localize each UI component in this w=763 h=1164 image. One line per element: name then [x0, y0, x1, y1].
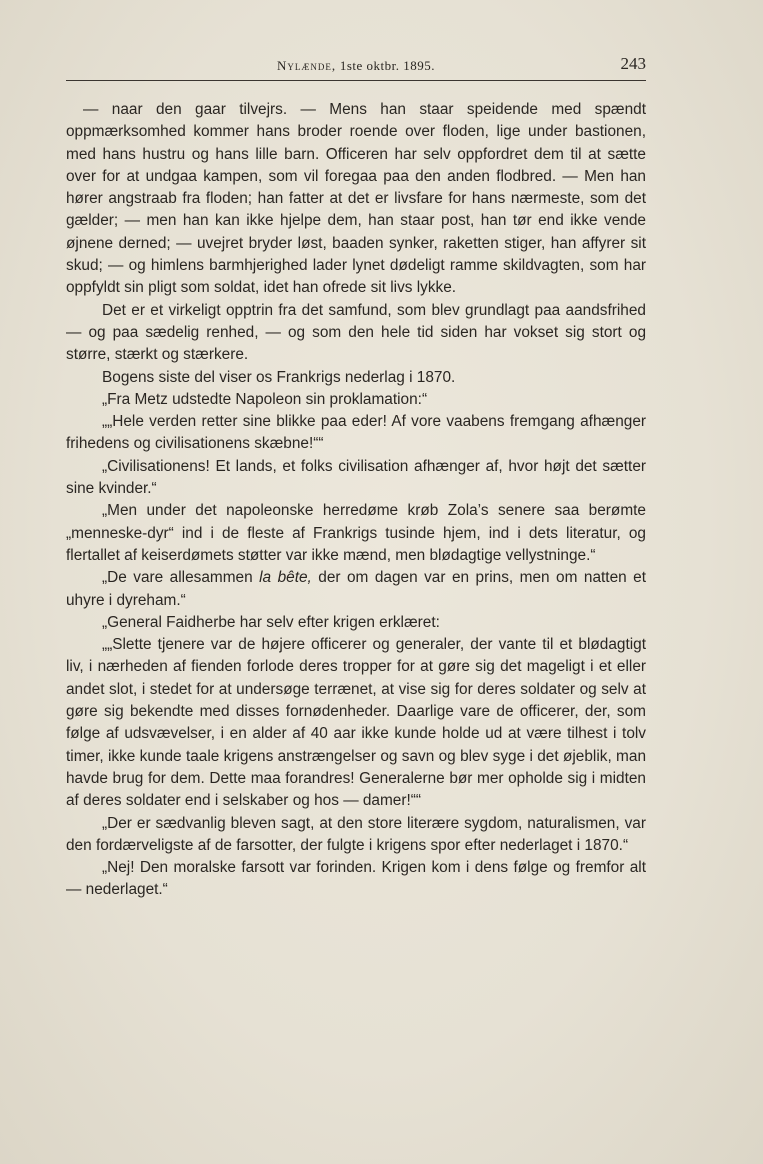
paragraph: „„Hele verden retter sine blikke paa eder! Af vore vaabens fremgang afhænger frihedens og civilisationens skæbne!““	[66, 413, 646, 453]
paragraph: Det er et virkeligt opptrin fra det samfund, som blev grundlagt paa aandsfrihed — og paa sædelig renhed, — og som den hele tid siden har vokset sig stort og større, stærkt og stærkere.	[66, 301, 646, 364]
paragraph-end: der om dagen var en prins, men om natten et uhyre i dyreham.“	[66, 569, 646, 609]
paragraph: Bogens siste del viser os Frankrigs nederlag i 1870.	[102, 368, 456, 386]
header-title	[66, 58, 646, 74]
paragraph: „Civilisationens! Et lands, et folks civilisation afhænger af, hvor højt det sætter sine kvinder.“	[66, 457, 646, 498]
paragraph: „Men under det napoleonske herredøme krøb Zola’s senere saa berømte „menneske-dyr“ ind i de fleste af Frankrigs tusinde hjem, ind i dets literatur, og flertallet af keiserdømets støtter var ikke mænd, men blødagtige vellystninge.“	[66, 502, 646, 564]
paragraph-la-bete	[66, 567, 646, 612]
journal-name: Nylænde,	[276, 58, 337, 73]
page-number: 243	[620, 54, 646, 73]
running-header	[66, 54, 646, 80]
paragraph: „General Faidherbe har selv efter krigen erklæret:	[102, 613, 440, 631]
issue-date: 1ste oktbr. 1895.	[336, 58, 436, 73]
paragraph-start: „De vare allesammen	[102, 569, 260, 587]
paragraph: „Fra Metz udstedte Napoleon sin proklamation:“	[102, 390, 428, 408]
paragraph: „Der er sædvanlig bleven sagt, at den store literære sygdom, naturalismen, var den fordærveligste af de farsotter, der fulgte i krigens spor efter nederlaget i 1870.“	[66, 814, 646, 854]
paragraph: „Nej! Den moralske farsott var forinden. Krigen kom i dens følge og fremfor alt — nederlaget.“	[66, 859, 646, 899]
header-rule	[66, 80, 646, 81]
italic-phrase: la bête,	[259, 569, 312, 587]
paragraph: „„Slette tjenere var de højere officerer og generaler, der vante til et blødagtigt liv, i nærheden af fienden forlode deres tropper for at gøre sig det mageligt i et eller andet slot, i stedet for at undersøge terrænet, at vise sig for deres soldater og selv at gøre sig bekendte med disses fornødenheder. Daarlige vare de officerer, der, som følge af udsvævelser, i en alder af 40 aar ikke kunde holde ud at være tilhest i tolv timer, ikke kunde taale krigens anstrængelser og savn og blev syge i det øjeblik, man havde brug for dem. Dette maa forandres! Generalerne bør mer opholde sig i midten af deres soldater end i selskaber og hos — damer!““	[66, 636, 646, 810]
body-text	[66, 99, 646, 902]
paragraph: — naar den gaar tilvejrs. — Mens han staar speidende med spændt oppmærksomhed kommer hans broder roende over floden, lige under bastionen, med hans hustru og hans lille barn. Officeren har selv oppfordret dem til at sætte over for at undgaa kampen, som vil foregaa paa den anden flodbred. — Men han hører angstraab fra floden; han fatter at det er livsfare for hans nærmeste, som det gælder; — men han kan ikke hjelpe dem, han staar post, han tør end ikke vende øjnene derned; — uvejret bryder løst, baaden synker, raketten stiger, han affyrer sit skud; — og himlens barmhjerighed lader lynet dødeligt ramme skildvagten, som har oppfyldt sin pligt som soldat, idet han ofrede sit livs lykke.	[66, 101, 646, 297]
